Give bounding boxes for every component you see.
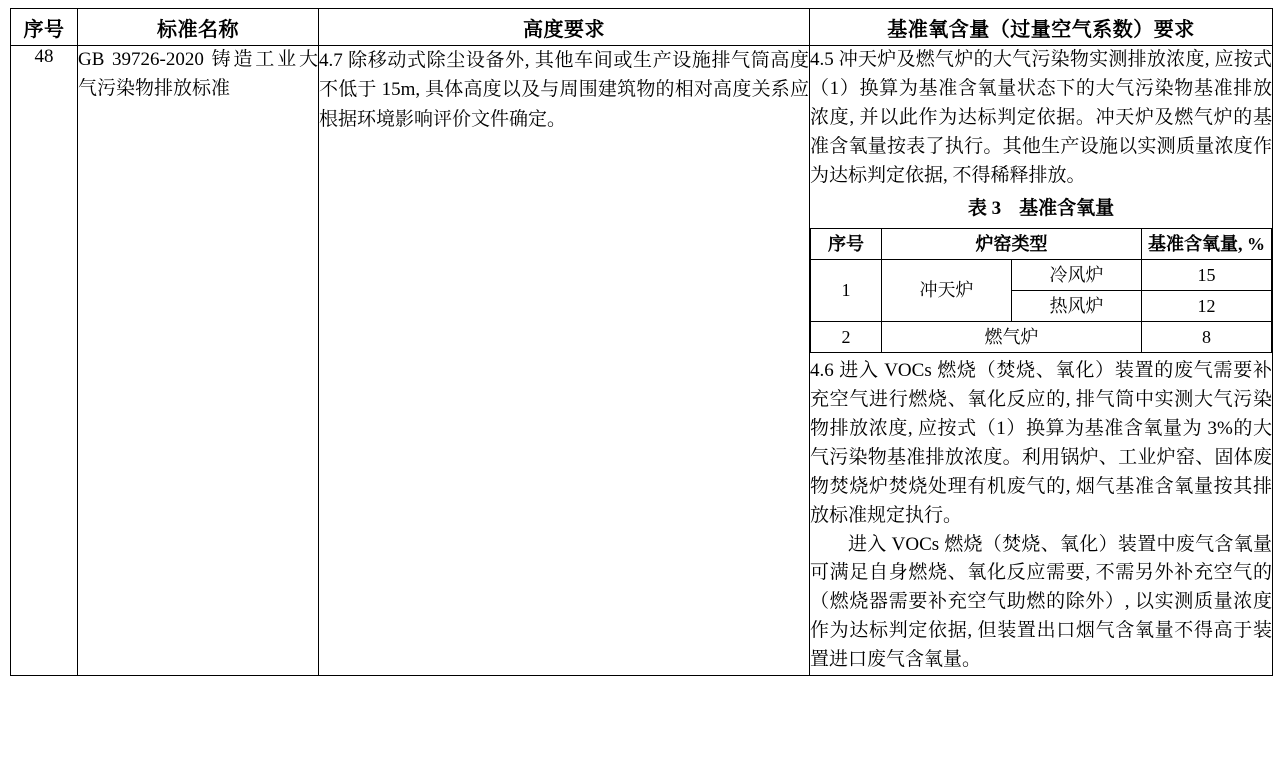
table-row: [11, 46, 1273, 676]
oxygen-paragraph-46-continued: 进入 VOCs 燃烧（焚烧、氧化）装置中废气含氧量可满足自身燃烧、氧化反应需要, 不需另外补充空气的（燃烧器需要补充空气助燃的除外）, 以实测质量浓度作为达标判定依据, 但装置出口烟气含氧量不得高于装置进口废气含氧量。: [810, 533, 1272, 670]
base-oxygen-subtable: [810, 228, 1272, 353]
subheader-base-oxygen: 基准含氧量, %: [1142, 229, 1272, 260]
subheader-furnace-type: 炉窑类型: [882, 229, 1142, 260]
header-no: 序号: [11, 9, 78, 46]
subtable-caption-text: 基准含氧量: [1019, 198, 1115, 220]
subtable-head: [811, 229, 1272, 260]
header-oxygen-requirement: 基准氧含量（过量空气系数）要求: [810, 9, 1273, 46]
cell-oxygen-requirement: [810, 46, 1273, 676]
oxygen-paragraph-45: 4.5 冲天炉及燃气炉的大气污染物实测排放浓度, 应按式（1）换算为基准含氧量状态下的大气污染物基准排放浓度, 并以此作为达标判定依据。冲天炉及燃气炉的基准含氧量按表了执行。其他生产设施以实测质量浓度作为达标判定依据, 不得稀释排放。: [810, 49, 1272, 186]
subtable-body: [811, 260, 1272, 353]
subtable-row: [811, 260, 1272, 291]
subcell-value: 8: [1142, 322, 1272, 353]
subtable-header-row: [811, 229, 1272, 260]
header-height-requirement: 高度要求: [319, 9, 810, 46]
cell-row-number: 48: [11, 46, 78, 676]
table-header-row: [11, 9, 1273, 46]
table-body: [11, 46, 1273, 676]
table-head: [11, 9, 1273, 46]
subtable-row: [811, 322, 1272, 353]
oxygen-paragraph-46: 4.6 进入 VOCs 燃烧（焚烧、氧化）装置的废气需要补充空气进行燃烧、氧化反应的, 排气筒中实测大气污染物排放浓度, 应按式（1）换算为基准含氧量为 3%的大气污染物基准排放浓度。利用锅炉、工业炉窑、固体废物焚烧炉焚烧处理有机废气的, 烟气基准含氧量按其排放标准规定执行。: [810, 360, 1272, 526]
subheader-no: 序号: [811, 229, 882, 260]
subcell-furnace-main: 燃气炉: [882, 322, 1142, 353]
subcell-furnace-main: 冲天炉: [882, 260, 1012, 322]
header-standard-name: 标准名称: [78, 9, 319, 46]
subcell-value: 15: [1142, 260, 1272, 291]
subtable-caption-label: 表 3: [967, 198, 1002, 220]
subcell-no: 1: [811, 260, 882, 322]
subtable-caption: [810, 195, 1272, 224]
subcell-no: 2: [811, 322, 882, 353]
subcell-furnace-sub: 热风炉: [1012, 291, 1142, 322]
standards-table: [10, 8, 1273, 676]
subcell-furnace-sub: 冷风炉: [1012, 260, 1142, 291]
subcell-value: 12: [1142, 291, 1272, 322]
cell-standard-name: GB 39726-2020 铸造工业大气污染物排放标准: [78, 46, 319, 676]
cell-height-requirement: 4.7 除移动式除尘设备外, 其他车间或生产设施排气筒高度不低于 15m, 具体高度以及与周围建筑物的相对高度关系应根据环境影响评价文件确定。: [319, 46, 810, 676]
